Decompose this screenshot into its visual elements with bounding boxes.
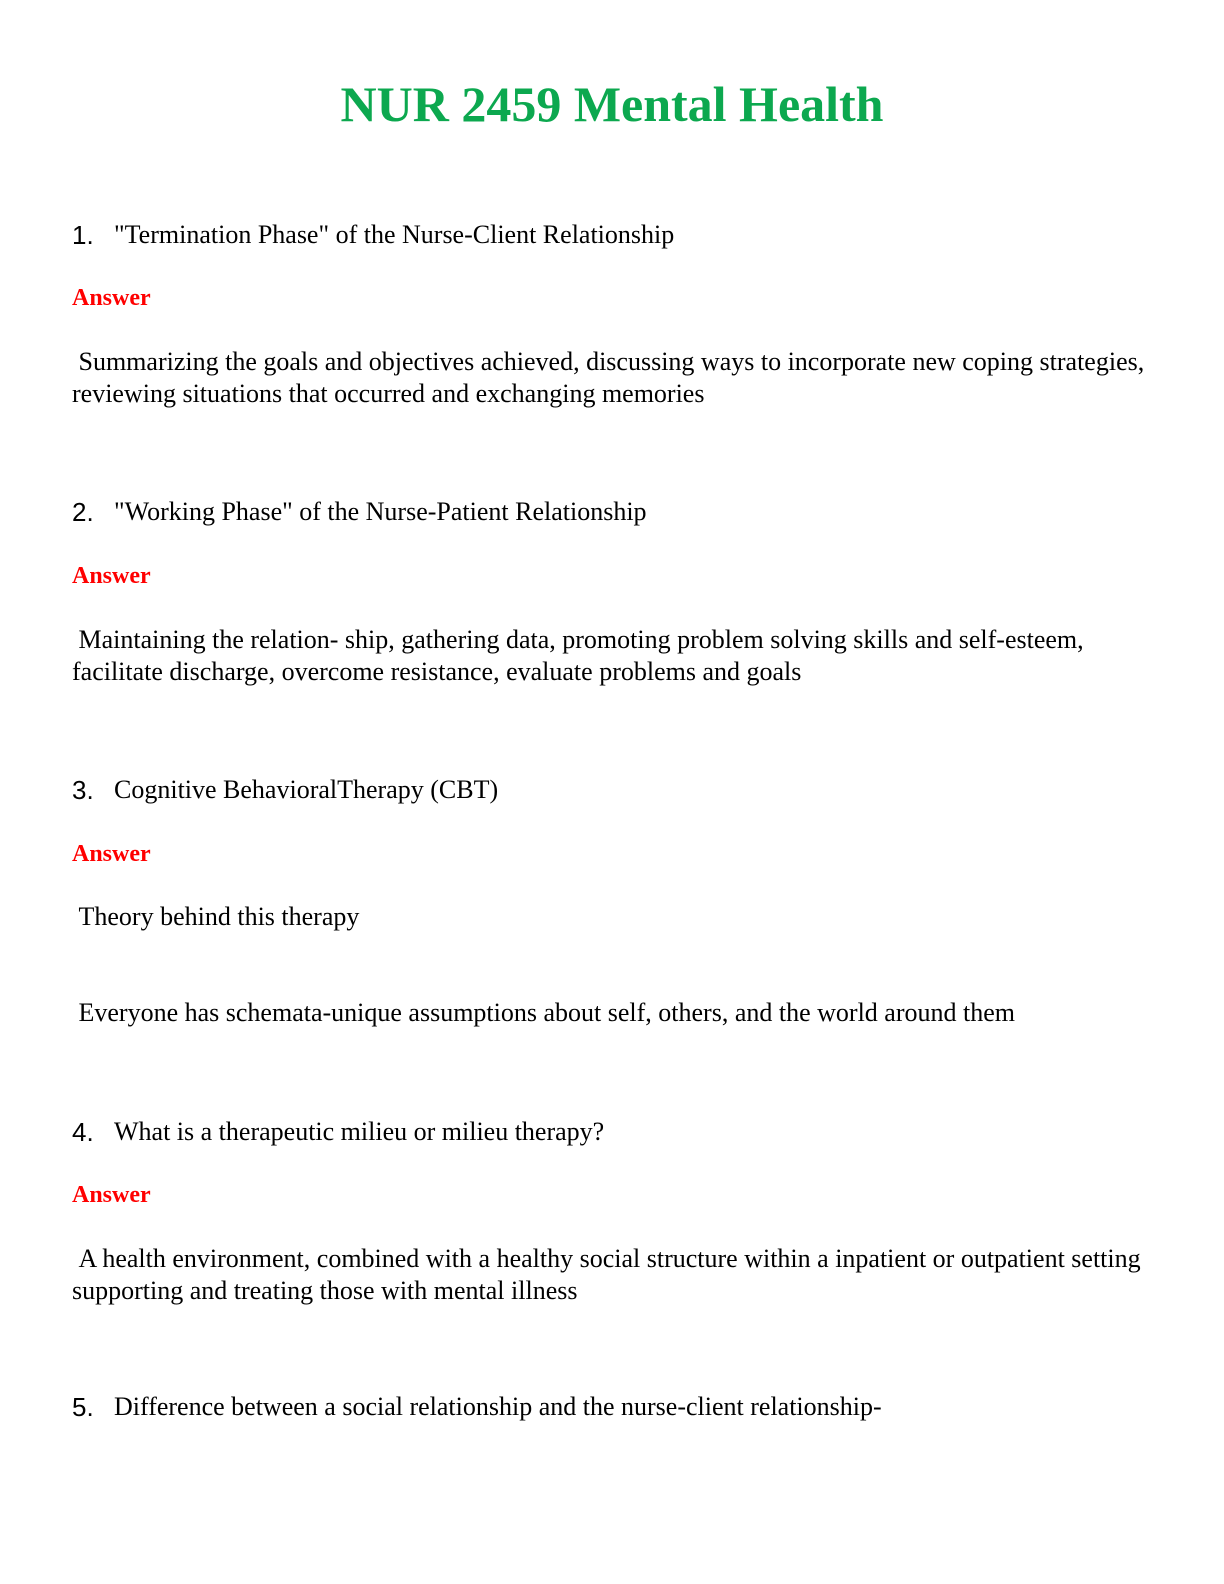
answer-text: Summarizing the goals and objectives achieved, discussing ways to incorporate new coping strategies, reviewing situations that occurred and exchanging memories	[72, 347, 1151, 408]
question-text: What is a therapeutic milieu or milieu therapy?	[114, 1117, 605, 1146]
answer-text: Theory behind this therapy	[72, 902, 360, 931]
question-number: 2.	[72, 497, 94, 527]
answer-text: A health environment, combined with a healthy social structure within a inpatient or outpatient setting supporting and treating those with mental illness	[72, 1244, 1148, 1305]
answer-label: Answer	[72, 563, 151, 589]
answer-text: Maintaining the relation- ship, gathering data, promoting problem solving skills and self-esteem, facilitate discharge, overcome resistance, evaluate problems and goals	[72, 625, 1091, 686]
question-text: Difference between a social relationship and the nurse-client relationship-	[114, 1392, 882, 1421]
answer-label: Answer	[72, 841, 151, 867]
page-title: NUR 2459 Mental Health	[340, 76, 884, 132]
question-text: "Working Phase" of the Nurse-Patient Relationship	[114, 497, 647, 526]
question-text: Cognitive BehavioralTherapy (CBT)	[114, 775, 499, 804]
answer-label: Answer	[72, 1182, 151, 1208]
answer-label: Answer	[72, 285, 151, 311]
question-number: 1.	[72, 220, 94, 250]
question-number: 4.	[72, 1117, 94, 1147]
question-number: 5.	[72, 1392, 94, 1422]
answer-text: Everyone has schemata-unique assumptions about self, others, and the world around them	[72, 998, 1015, 1027]
question-number: 3.	[72, 775, 94, 805]
question-text: "Termination Phase" of the Nurse-Client Relationship	[114, 220, 675, 249]
